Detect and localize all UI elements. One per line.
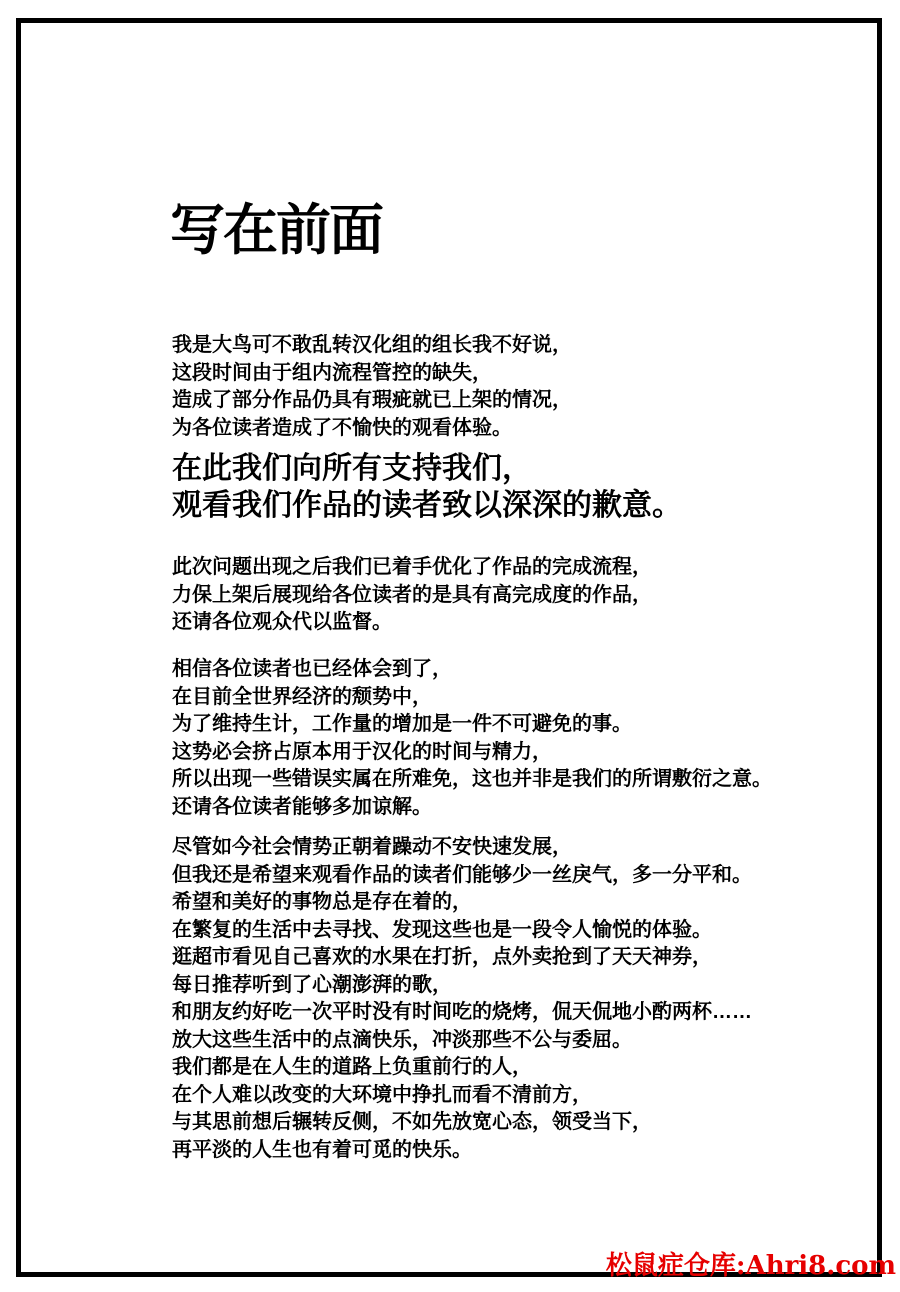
paragraph-closing: 尽管如今社会情势正朝着躁动不安快速发展， 但我还是希望来观看作品的读者们能够少一丝戾气，多一分平和。 希望和美好的事物总是存在着的， 在繁复的生活中去寻找、发现这些也是一段令人愉悦的体验。 逛超市看见自己喜欢的水果在打折，点外卖抢到了天天神券， 每日推荐听到了心潮澎湃的歌， 和朋友约好吃一次平时没有时间吃的烧烤，侃天侃地小酌两杯…… 放大这些生活中的点滴快乐，冲淡那些不公与委屈。 我们都是在人生的道路上负重前行的人， 在个人难以改变的大环境中挣扎而看不清前方， 与其思前想后辗转反侧，不如先放宽心态，领受当下， 再平淡的人生也有着可觅的快乐。 (172, 836, 752, 1161)
paragraph-explanation: 相信各位读者也已经体会到了， 在目前全世界经济的颓势中， 为了维持生计，工作量的增加是一件不可避免的事。 这势必会挤占原本用于汉化的时间与精力， 所以出现一些错误实属在所难免，这也并非是我们的所谓敷衍之意。 还请各位读者能够多加谅解。 (172, 658, 772, 818)
paragraph-opening: 我是大鸟可不敢乱转汉化组的组长我不好说， 这段时间由于组内流程管控的缺失， 造成了部分作品仍具有瑕疵就已上架的情况， 为各位读者造成了不愉快的观看体验。 (172, 334, 572, 439)
paragraph-improvement: 此次问题出现之后我们已着手优化了作品的完成流程， 力保上架后展现给各位读者的是具有高完成度的作品， 还请各位观众代以监督。 (172, 556, 652, 633)
page-title: 写在前面 (170, 199, 383, 261)
apology-statement: 在此我们向所有支持我们， 观看我们作品的读者致以深深的歉意。 (172, 452, 682, 522)
watermark-text: 松鼠症仓库:Ahri8.com (605, 1251, 896, 1281)
